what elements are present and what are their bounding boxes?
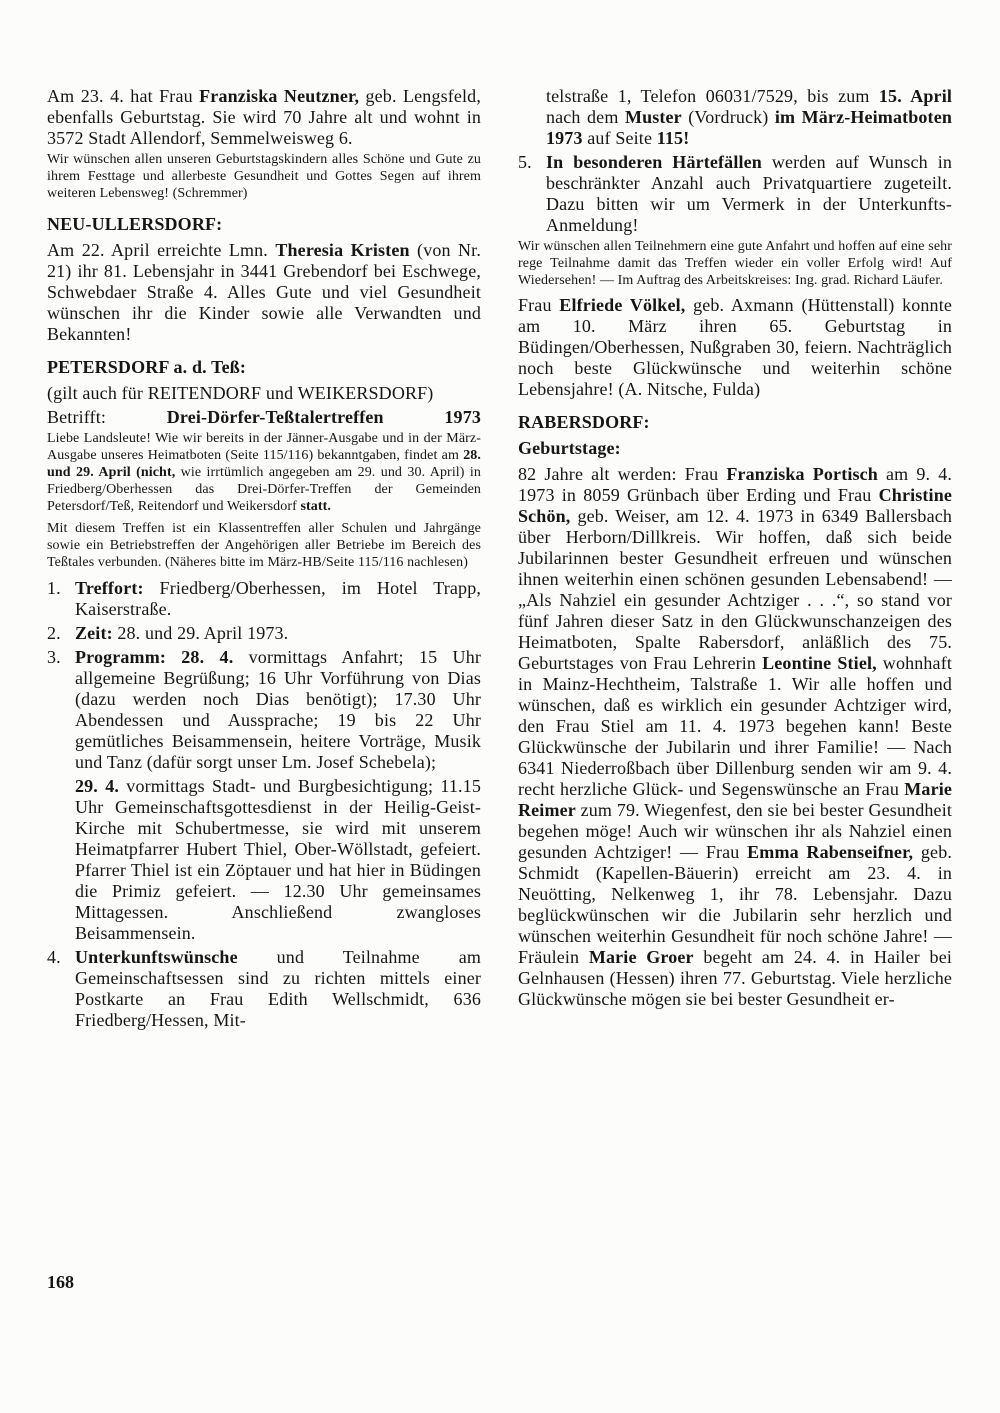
text-run: Am 23. 4. hat Frau <box>47 86 200 106</box>
paragraph-gilt-auch <box>47 383 481 404</box>
list-number: 3. <box>47 646 61 667</box>
bold-text-run: 29. 4. <box>75 775 120 796</box>
bold-text-run: 28. und 29. April (nicht, <box>47 448 481 480</box>
paragraph-franziska-neutzner <box>47 86 481 149</box>
text-run: Geburtstage: <box>518 438 621 459</box>
list-number: 4. <box>47 946 61 967</box>
subheading-geburtstage <box>518 438 952 459</box>
paragraph-elfriede-voelkel <box>518 295 952 400</box>
bold-text-run: 15. April <box>878 86 952 106</box>
paragraph-rabersdorf-geburtstage <box>518 464 952 1010</box>
text-run: wie irrtümlich angegeben am 29. und 30. April) in Friedberg/Oberhessen das Drei-Dörfer-Treffen der Gemeinden Petersdorf/Teß, Reitendorf und Weikersdorf <box>47 464 481 514</box>
text-run: werden auf Wunsch in beschränkter Anzahl auch Privatquartiere zugeteilt. Dazu bitten wir um Vermerk in der Unterkunfts-Anmeldung! <box>546 152 953 235</box>
text-run: wohnhaft in Mainz-Hechtheim, Talstraße 1. Wir alle hoffen und wünschen, daß es wirklich ein gesunder Achtziger wird, den Frau Stiel am 11. 4. 1973 begehen kann! Beste Glückwünsche der Jubilarin und ihrer Familie! — Nach 6341 Niederroßbach über Dillenburg senden wir am 9. 4. recht herzliche Glück- und Segenswünsche an Frau <box>518 653 952 800</box>
text-run: RABERSDORF: <box>518 412 650 433</box>
text-run: geb. Weiser, am 12. 4. 1973 in 6349 Ballersbach über Herborn/Dillkreis. Wir hoffen, daß sich beide Jubilarinnen bester Gesundheit erfreuen und wünschen ihnen weiterhin einen schönen gesunden Lebensabend! — „Als Nahziel ein gesunder Achtziger . . .“, so stand vor fünf Jahren dieser Satz in den Glückwunschanzeigen des Heimatboten, Spalte Rabersdorf, anläßlich des 75. Geburtstages von Frau Lehrerin <box>518 506 952 674</box>
heading-rabersdorf <box>518 412 952 433</box>
list-item-zeit <box>47 623 481 644</box>
bold-text-run: statt. <box>300 498 332 514</box>
text-run: auf Seite <box>582 128 657 148</box>
small-print-liebe-landsleute <box>47 431 481 515</box>
text-run: zum 79. Wiegenfest, den sie bei bester Gesundheit begehen möge! Auch wir wünschen ihr als Nahziel einen gesunden Achtziger! — Frau <box>518 800 952 863</box>
text-run: Frau <box>518 295 560 316</box>
list-item-programm-fortsetzung <box>75 776 481 944</box>
bold-text-run: In besonderen Härtefällen <box>546 152 762 172</box>
bold-text-run: Marie Reimer <box>518 779 952 821</box>
text-run: geb. Lengsfeld, ebenfalls Geburtstag. Sie wird 70 Jahre alt und wohnt in 3572 Stadt Allendorf, Semmelweisweg 6. <box>47 86 481 148</box>
two-column-text <box>47 86 953 1034</box>
bold-text-run: Elfriede Völkel, <box>559 295 686 316</box>
list-number: 5. <box>518 152 532 172</box>
text-run: geb. Axmann (Hüttenstall) konnte am 10. März ihren 65. Geburtstag in Büdingen/Oberhessen, Nußgraben 30, feiern. Nachträglich noch beste Glückwünsche und weiterhin schöne Lebensjahre! (A. Nitsche, Fulda) <box>518 295 952 400</box>
list-item-treffort <box>47 578 481 620</box>
left-column <box>47 86 481 1034</box>
list-item-unterkunft-fortsetzung <box>546 86 952 149</box>
text-run: vormittags Anfahrt; 15 Uhr allgemeine Begrüßung; 16 Uhr Vorführung von Dias (dazu werden noch Dias benötigt); 17.30 Uhr Abendessen und Aussprache; 19 bis 22 Uhr gemütliches Beisammensein, heitere Vorträge, Musik und Tanz (dafür sorgt unser Lm. Josef Schebela); <box>75 646 481 772</box>
bold-text-run: Unterkunftswünsche <box>75 946 238 967</box>
list-item-unterkunftswuensche <box>47 947 481 1031</box>
text-run: 28. und 29. April 1973. <box>112 622 289 643</box>
text-run: begeht am 24. 4. in Hailer bei Gelnhausen (Hessen) ihren 77. Geburtstag. Viele herzliche Glückwünsche mögen sie bei bester Gesundheit er- <box>518 947 952 1010</box>
text-run: Betrifft: <box>47 407 167 428</box>
list-number: 1. <box>47 577 61 598</box>
text-run: (von Nr. 21) ihr 81. Lebensjahr in 3441 Grebendorf bei Eschwege, Schwebdaer Straße 4. Alles Gute und viel Gesundheit wünschen ihr die Kinder sowie alle Verwandten und Bekannten! <box>47 240 481 345</box>
paragraph-betrifft <box>47 407 481 428</box>
bold-text-run: Franziska Portisch <box>726 464 878 485</box>
text-run: Wir wünschen allen Teilnehmern eine gute Anfahrt und hoffen auf eine sehr rege Teilnahme damit das Treffen wieder ein voller Erfolg wird! Auf Wiedersehen! — Im Auftrag des Arbeitskreises: Ing. grad. Richard Läufer. <box>518 239 952 288</box>
heading-petersdorf <box>47 357 481 378</box>
bold-text-run: Drei-Dörfer-Teßtalertreffen 1973 <box>166 407 482 428</box>
list-item-programm <box>47 647 481 773</box>
text-run: nach dem <box>546 107 625 127</box>
bold-text-run: Muster <box>624 107 682 127</box>
bold-text-run: Zeit: <box>75 622 113 643</box>
bold-text-run: Theresia Kristen <box>275 240 410 261</box>
text-run: vormittags Stadt- und Burgbesichtigung; 11.15 Uhr Gemeinschaftsgottesdienst in der Heilig-Geist-Kirche mit Schubertmesse, sie wird mit unserem Heimatpfarrer Hubert Thiel, Ober-Wöllstadt, gefeiert. Pfarrer Thiel ist ein Zöptauer und hat hier in Büdingen die Primiz gefeiert. — 12.30 Uhr gemeinsames Mittagessen. Anschließend zwangloses Beisammensein. <box>75 775 481 943</box>
small-print-teilnehmerwuensche <box>518 239 952 289</box>
bold-text-run: Leontine Stiel, <box>762 653 877 674</box>
bold-text-run: Emma Rabenseifner, <box>747 842 914 863</box>
bold-text-run: Franziska Neutzner, <box>199 86 360 106</box>
text-run: Wir wünschen allen unseren Geburtstagskindern alles Schöne und Gute zu ihrem Festtage und allerbeste Gesundheit und Gottes Segen auf ihrem weiteren Lebensweg! (Schremmer) <box>47 152 481 201</box>
text-run: NEU-ULLERSDORF: <box>47 214 223 235</box>
page-number: 168 <box>47 1272 74 1292</box>
text-run: Mit diesem Treffen ist ein Klassentreffen aller Schulen und Jahrgänge sowie ein Betriebstreffen der Angehörigen aller Betriebe im Bereich des Teßtales verbunden. (Näheres bitte im März-HB/Seite 115/116 nachlesen) <box>47 521 481 570</box>
text-run: am 9. 4. 1973 in 8059 Grünbach über Erding und Frau <box>518 464 953 506</box>
text-run: Am 22. April erreichte Lmn. <box>47 240 276 261</box>
text-run: (gilt auch für REITENDORF und WEIKERSDORF) <box>47 383 434 404</box>
bold-text-run: Treffort: <box>75 577 144 598</box>
heading-neu-ullersdorf <box>47 214 481 235</box>
list-item-haertefaelle <box>518 152 952 236</box>
text-run: 82 Jahre alt werden: Frau <box>518 464 727 485</box>
text-run: Liebe Landsleute! Wie wir bereits in der Jänner-Ausgabe und in der März-Ausgabe unseres Heimatboten (Seite 115/116) bekanntgaben, findet am <box>47 431 481 464</box>
bold-text-run: Marie Groer <box>588 947 694 968</box>
bold-text-run: Christine Schön, <box>518 485 952 527</box>
text-run: (Vordruck) <box>681 107 775 127</box>
small-print-klassentreffen <box>47 521 481 571</box>
text-run: geb. Schmidt (Kapellen-Bäuerin) erreicht am 23. 4. in Neuötting, Nelkenweg 1, ihr 78. Lebensjahr. Dazu beglückwünschen wir die Jubilarin sehr herzlich und wünschen weiterhin Gesundheit für noch schöne Jahre! — Fräulein <box>518 842 952 968</box>
right-column <box>518 86 952 1013</box>
bold-text-run: Programm: 28. 4. <box>75 646 234 667</box>
small-print-geburtstagswuensche <box>47 152 481 202</box>
text-run: PETERSDORF a. d. Teß: <box>47 357 247 378</box>
text-run: Friedberg/Oberhessen, im Hotel Trapp, Kaiserstraße. <box>75 577 481 619</box>
bold-text-run: im März-Heimatboten 1973 <box>546 107 952 148</box>
text-run: telstraße 1, Telefon 06031/7529, bis zum <box>546 86 879 106</box>
paragraph-theresia-kristen <box>47 240 481 345</box>
text-run: und Teilnahme am Gemeinschaftsessen sind zu richten mittels einer Postkarte an Frau Edith Wellschmidt, 636 Friedberg/Hessen, Mit- <box>75 946 481 1030</box>
list-number: 2. <box>47 622 61 643</box>
bold-text-run: 115! <box>656 128 690 148</box>
